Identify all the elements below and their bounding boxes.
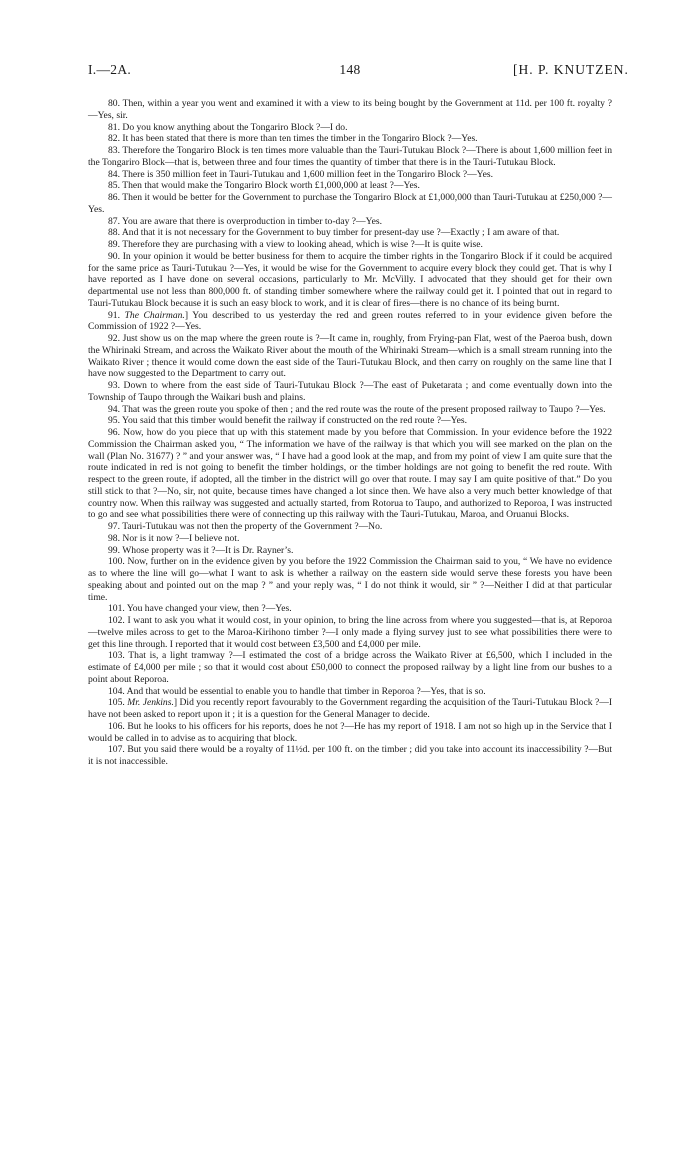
paragraph-text: ] You described to us yesterday the red and green routes referred to in your evidence given before the Commission of 1922 ?—Yes. — [88, 309, 613, 333]
paragraph: 103. That is, a light tramway ?—I estimated the cost of a bridge across the Waikato River at £6,500, which I included in the estimate of £4,000 per mile ; so that it would cost about £50,000 to connect the proposed railway by a light line from our bushes to a point about Reporoa. — [88, 650, 612, 685]
paragraph: 81. Do you know anything about the Tongariro Block ?—I do. — [108, 121, 348, 133]
page-header — [0, 62, 700, 82]
paragraph: 97. Tauri-Tutukau was not then the property of the Government ?—No. — [108, 521, 383, 532]
paragraph: 83. Therefore the Tongariro Block is ten times more valuable than the Tauri-Tutukau Block ?—There is about 1,600 million feet in the Tongariro Block—that is, between three and four times the quantity of timber that there is in the Tauri-Tutukau Block. — [88, 145, 612, 168]
paragraph — [88, 697, 612, 721]
paragraph: 93. Down to where from the east side of Tauri-Tutukau Block ?—The east of Puketarata ; and come eventually down into the Township of Taupo through the Waikari bush and plains. — [88, 380, 612, 403]
paragraph: 90. In your opinion it would be better business for them to acquire the timber rights in the Tongariro Block if it could be acquired for the same price as Tauri-Tutukau ?—Yes, it would be wise for the Government to acquire every block they could get. That is why I have reported as I have done on several occasions, particularly to Mr. McVilly. I advocated that they should get for their own departmental use not less than 800,000 ft. of standing timber somewhere where the railway could get it. I pointed that out in regard to Tauri-Tutukau Block because it is such an easy block to work, and it is clear of fires—there is no chance of its being burnt. — [88, 250, 612, 309]
paragraph: 106. But he looks to his officers for his reports, does he not ?—He has my report of 1918. I am not so high up in the Service that I would be called in to advise as to acquiring that block. — [88, 720, 612, 744]
paragraph: 88. And that it is not necessary for the Government to buy timber for present-day use ?—Exactly ; I am aware of that. — [108, 227, 560, 239]
paragraph: 85. Then that would make the Tongariro Block worth £1,000,000 at least ?—Yes. — [108, 180, 420, 192]
paragraph — [88, 310, 612, 334]
paragraph: 86. Then it would be better for the Government to purchase the Tongariro Block at £1,000,000 than Tauri-Tutukau at £250,000 ?—Yes. — [88, 192, 612, 215]
question-number: 105. — [108, 697, 128, 709]
evidence-text — [88, 98, 612, 768]
paragraph: 94. That was the green route you spoke of then ; and the red route was the route of the present proposed railway to Taupo ?—Yes. — [108, 403, 606, 415]
paragraph: 102. I want to ask you what it would cost, in your opinion, to bring the line across from where you suggested—that is, at Reporoa—twelve miles across to get to the Maroa-Kirihono timber ?—I only made a flying survey just to see what possibilities there were to get this line through. I reported that it would cost between £3,500 and £4,000 per mile. — [88, 615, 612, 650]
speaker-name: The Chairman. — [124, 309, 185, 321]
paragraph: 107. But you said there would be a royalty of 11½d. per 100 ft. on the timber ; did you take into account its inaccessibility ?—But it is not inaccessible. — [88, 744, 612, 767]
paragraph-text: ] Did you recently report favourably to the Government regarding the acquisition of the Tauri-Tutukau Block ?—I have not been asked to report upon it ; it is a question for the General Manager to decide. — [88, 697, 613, 720]
paragraph: 104. And that would be essential to enable you to handle that timber in Reporoa ?—Yes, that is so. — [108, 685, 486, 697]
paragraph: 82. It has been stated that there is more than ten times the timber in the Tongariro Block ?—Yes. — [108, 133, 478, 145]
paragraph: 101. You have changed your view, then ?—Yes. — [108, 603, 292, 615]
page-number: 148 — [339, 62, 361, 77]
paragraph: 100. Now, further on in the evidence given by you before the 1922 Commission the Chairman said to you, “ We have no evidence as to where the line will go—what I want to ask is whether a railway on the eastern side would serve these forests you have been speaking about and pointed out on the map ? ” and your reply was, “ I do not think it would, sir ” ?—Neither I did at that particular time. — [88, 556, 612, 603]
paragraph: 84. There is 350 million feet in Tauri-Tutukau and 1,600 million feet in the Tongariro Block ?—Yes. — [108, 168, 494, 180]
paragraph: 89. Therefore they are purchasing with a view to looking ahead, which is wise ?—It is quite wise. — [108, 239, 483, 250]
document-reference: I.—2A. — [88, 62, 132, 77]
paragraph: 95. You said that this timber would benefit the railway if constructed on the red route ?—Yes. — [108, 415, 467, 427]
paragraph: 87. You are aware that there is overproduction in timber to-day ?—Yes. — [108, 215, 382, 227]
paragraph: 92. Just show us on the map where the green route is ?—It came in, roughly, from Frying-pan Flat, west of the Paeroa bush, down the Whirinaki Stream, and across the Waikato River about the mouth of the Whirinaki Stream—which is a small stream running into the Waikato River ; thence it would come down the east side of the Tauri-Tutukau Block, and then carry on roughly on the same line that I have now suggested to the Department to carry out. — [88, 333, 612, 380]
paragraph: 98. Nor is it now ?—I believe not. — [108, 532, 240, 544]
question-number: 91. — [108, 309, 125, 321]
paragraph: 99. Whose property was it ?—It is Dr. Rayner’s. — [108, 544, 294, 556]
speaker-name: Mr. Jenkins. — [127, 697, 174, 709]
witness-name: [H. P. KNUTZEN. — [513, 62, 629, 77]
paragraph: 80. Then, within a year you went and examined it with a view to its being bought by the Government at 11d. per 100 ft. royalty ?—Yes, sir. — [88, 98, 612, 121]
paragraph: 96. Now, how do you piece that up with this statement made by you before that Commission. In your evidence before the 1922 Commission the Chairman asked you, “ The information we have of the railway is that which you will see marked on the plan on the wall (Plan No. 31677) ? ” and your answer was, “ I have had a good look at the map, and from my point of view I am quite sure that the route indicated in red is not going to benefit the timber holdings, or the timber holdings are not going to benefit the red route. With respect to the green route, if adopted, all the timber in the district will go over that route. I may say I am quite positive of that.” Do you still stick to that ?—No, sir, not quite, because times have changed a lot since then. We have also a very much better knowledge of that country now. When this railway was suggested and actually started, from Rotorua to Taupo, and authorized to Reporoa, I was instructed to go and see what possibilities there were of connecting up this railway with the Tauri-Tutukau, Maroa, and Oruanui Blocks. — [88, 427, 612, 521]
